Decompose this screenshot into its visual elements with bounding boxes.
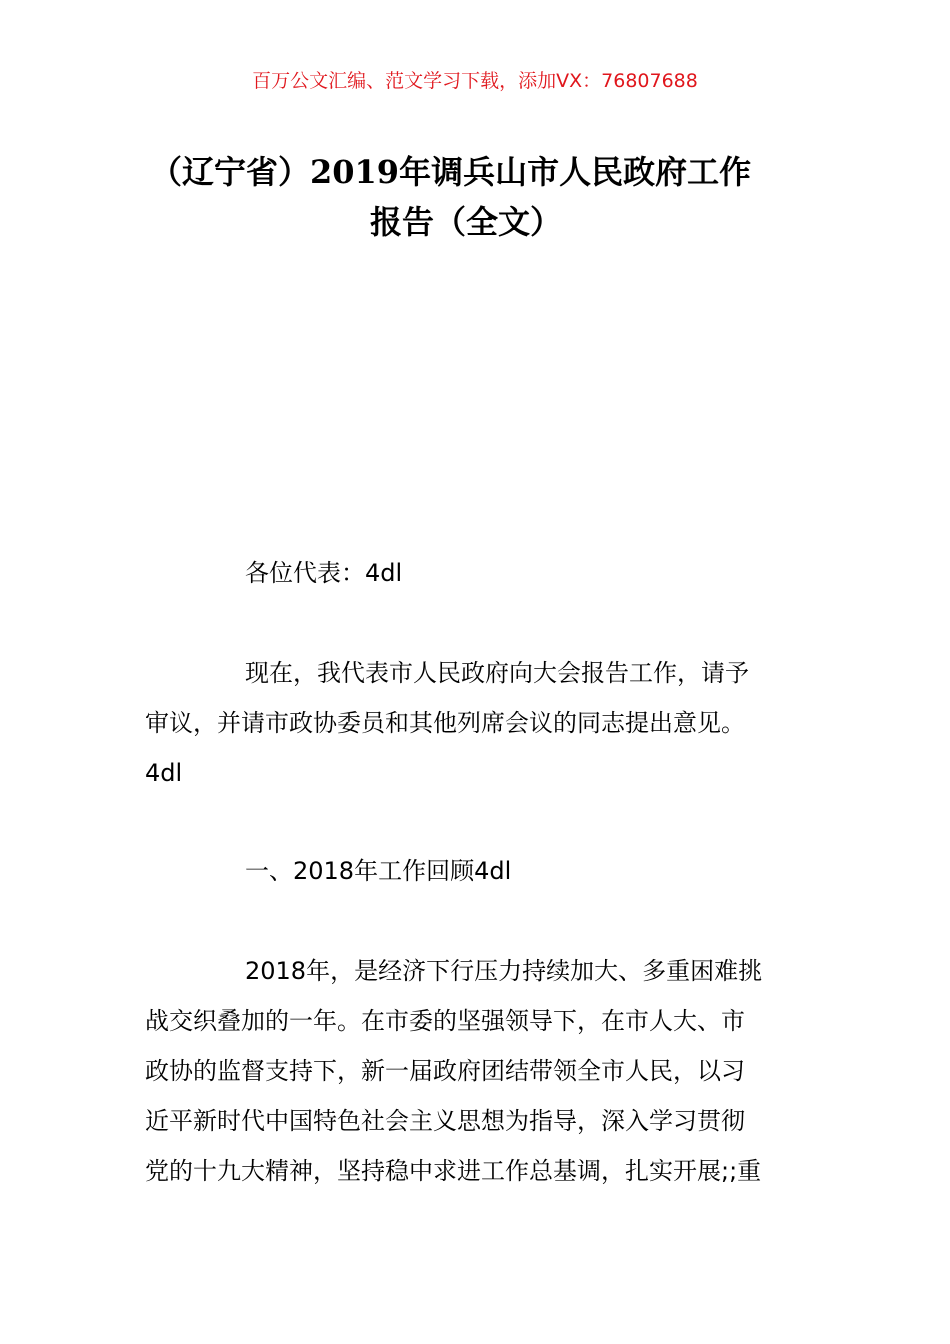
- body-line: 战交织叠加的一年。在市委的坚强领导下，在市人大、市: [145, 1007, 745, 1035]
- body-line: 党的十九大精神，坚持稳中求进工作总基调，扎实开展;;重: [145, 1157, 762, 1185]
- intro-line: 审议，并请市政协委员和其他列席会议的同志提出意见。: [145, 709, 745, 737]
- salutation: 各位代表：4dl: [245, 559, 403, 587]
- body-line: 近平新时代中国特色社会主义思想为指导，深入学习贯彻: [145, 1107, 745, 1135]
- body-line: 政协的监督支持下，新一届政府团结带领全市人民，以习: [145, 1057, 745, 1085]
- header-promo-note: 百万公文汇编、范文学习下载，添加VX：76807688: [252, 70, 698, 92]
- body-line: 2018年，是经济下行压力持续加大、多重困难挑: [245, 957, 763, 985]
- document-title-line2: 报告（全文）: [370, 203, 563, 241]
- intro-line: 4dl: [145, 759, 183, 787]
- intro-line: 现在，我代表市人民政府向大会报告工作，请予: [245, 659, 749, 687]
- document-title-line1: （辽宁省）2019年调兵山市人民政府工作: [150, 153, 752, 191]
- section-heading: 一、2018年工作回顾4dl: [245, 857, 512, 885]
